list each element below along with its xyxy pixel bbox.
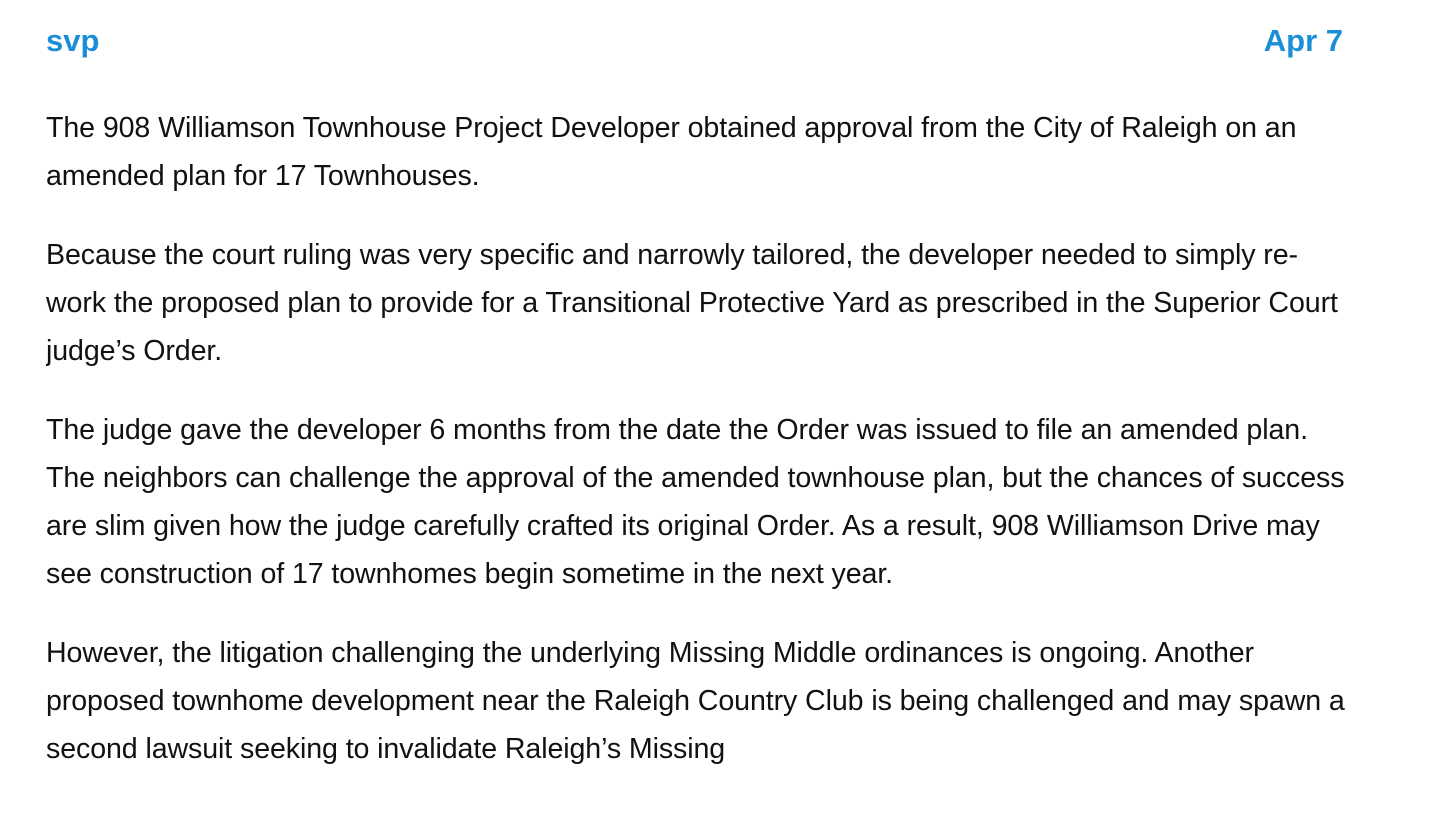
post-date[interactable]: Apr 7 <box>1263 23 1343 58</box>
post-paragraph-2: Because the court ruling was very specific and narrowly tailored, the developer needed to simply re-work the proposed plan to provide for a Transitional Protective Yard as prescribed in the Superior Court judge’s Order. <box>46 239 1338 367</box>
post-paragraph-3: The judge gave the developer 6 months from the date the Order was issued to file an amended plan. The neighbors can challenge the approval of the amended townhouse plan, but the chances of success are slim given how the judge carefully crafted its original Order. As a result, 908 Williamson Drive may see construction of 17 townhomes begin sometime in the next year. <box>46 414 1345 590</box>
post-body <box>46 104 1346 804</box>
post-paragraph-1: The 908 Williamson Townhouse Project Developer obtained approval from the City of Raleigh on an amended plan for 17 Townhouses. <box>46 112 1297 192</box>
post-header <box>46 0 1346 84</box>
author-username-link[interactable]: svp <box>46 23 100 58</box>
forum-post <box>46 0 1346 821</box>
post-paragraph-4: However, the litigation challenging the underlying Missing Middle ordinances is ongoing. Another proposed townhome development near the Raleigh Country Club is being challenged and may spawn a second lawsuit seeking to invalidate Raleigh’s Missing <box>46 637 1345 765</box>
